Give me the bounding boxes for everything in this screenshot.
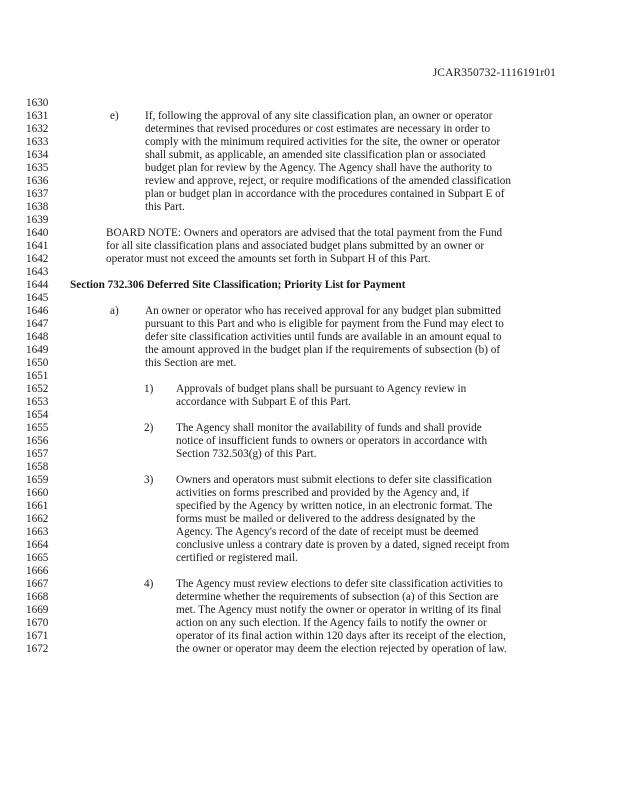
- line-number: 1634: [26, 149, 49, 161]
- text-line: [0, 110, 618, 123]
- line-text: for all site classification plans and associated budget plans submitted by an owner or: [106, 240, 485, 252]
- line-text: the owner or operator may deem the election rejected by operation of law.: [176, 643, 507, 655]
- line-text: review and approve, reject, or require modifications of the amended classification: [145, 175, 511, 187]
- text-line: [0, 253, 618, 266]
- text-line: [0, 162, 618, 175]
- text-line: [0, 487, 618, 500]
- line-text: met. The Agency must notify the owner or operator in writing of its final: [176, 604, 502, 616]
- line-number: 1637: [26, 188, 49, 200]
- text-line: [0, 214, 618, 227]
- text-line: [0, 136, 618, 149]
- line-text: The Agency must review elections to defer site classification activities to: [176, 578, 503, 590]
- text-line: [0, 461, 618, 474]
- line-number: 1659: [26, 474, 49, 486]
- line-text: forms must be mailed or delivered to the address designated by the: [176, 513, 476, 525]
- text-line: [0, 565, 618, 578]
- line-text: Agency. The Agency's record of the date of receipt must be deemed: [176, 526, 479, 538]
- line-text: specified by the Agency by written notice, in an electronic format. The: [176, 500, 493, 512]
- text-line: [0, 201, 618, 214]
- text-line: [0, 409, 618, 422]
- line-text: activities on forms prescribed and provided by the Agency and, if: [176, 487, 469, 499]
- line-text: plan or budget plan in accordance with the procedures contained in Subpart E of: [145, 188, 505, 200]
- line-text: determines that revised procedures or cost estimates are necessary in order to: [145, 123, 491, 135]
- line-number: 1658: [26, 461, 49, 473]
- text-line: [0, 305, 618, 318]
- line-number: 1638: [26, 201, 49, 213]
- line-text: Section 732.503(g) of this Part.: [176, 448, 317, 460]
- line-number: 1652: [26, 383, 49, 395]
- line-text: conclusive unless a contrary date is proven by a dated, signed receipt from: [176, 539, 510, 551]
- line-number: 1636: [26, 175, 49, 187]
- line-number: 1655: [26, 422, 49, 434]
- line-number: 1660: [26, 487, 49, 499]
- line-text: accordance with Subpart E of this Part.: [176, 396, 351, 408]
- text-line: [0, 435, 618, 448]
- line-text: this Section are met.: [145, 357, 237, 369]
- line-text: operator of its final action within 120 days after its receipt of the election,: [176, 630, 506, 642]
- line-number: 1650: [26, 357, 49, 369]
- line-text: the amount approved in the budget plan if the requirements of subsection (b) of: [145, 344, 501, 356]
- text-line: [0, 149, 618, 162]
- text-line: [0, 630, 618, 643]
- text-line: [0, 97, 618, 110]
- line-number: 1644: [26, 279, 49, 291]
- line-text: certified or registered mail.: [176, 552, 298, 564]
- line-text: Approvals of budget plans shall be pursuant to Agency review in: [176, 383, 467, 395]
- text-line: [0, 539, 618, 552]
- line-number: 1661: [26, 500, 49, 512]
- line-text: An owner or operator who has received approval for any budget plan submitted: [145, 305, 502, 317]
- text-line: [0, 279, 618, 292]
- line-number: 1643: [26, 266, 49, 278]
- line-number: 1651: [26, 370, 49, 382]
- line-text: budget plan for review by the Agency. The Agency shall have the authority to: [145, 162, 493, 174]
- line-text: notice of insufficient funds to owners or operators in accordance with: [176, 435, 488, 447]
- line-number: 1656: [26, 435, 49, 447]
- line-number: 1670: [26, 617, 49, 629]
- line-number: 1639: [26, 214, 49, 226]
- document-id: JCAR350732-1116191r01: [432, 67, 556, 79]
- text-line: [0, 643, 618, 656]
- line-number: 1646: [26, 305, 49, 317]
- line-number: 1662: [26, 513, 49, 525]
- line-number: 1664: [26, 539, 49, 551]
- text-line: [0, 383, 618, 396]
- line-text: this Part.: [145, 201, 185, 213]
- line-text: If, following the approval of any site classification plan, an owner or operator: [145, 110, 493, 122]
- line-text: determine whether the requirements of subsection (a) of this Section are: [176, 591, 499, 603]
- line-number: 1633: [26, 136, 49, 148]
- item-label: 1): [144, 383, 154, 395]
- text-line: [0, 526, 618, 539]
- text-line: [0, 318, 618, 331]
- text-line: [0, 370, 618, 383]
- text-line: [0, 240, 618, 253]
- line-number: 1632: [26, 123, 49, 135]
- line-number: 1667: [26, 578, 49, 590]
- text-line: [0, 266, 618, 279]
- line-number: 1657: [26, 448, 49, 460]
- line-number: 1635: [26, 162, 49, 174]
- line-number: 1645: [26, 292, 49, 304]
- line-number: 1642: [26, 253, 49, 265]
- line-number: 1669: [26, 604, 49, 616]
- line-number: 1630: [26, 97, 49, 109]
- line-number: 1631: [26, 110, 49, 122]
- text-line: [0, 175, 618, 188]
- text-line: [0, 331, 618, 344]
- text-line: [0, 552, 618, 565]
- line-number: 1663: [26, 526, 49, 538]
- text-line: [0, 123, 618, 136]
- line-text: pursuant to this Part and who is eligible for payment from the Fund may elect to: [145, 318, 504, 330]
- item-label: 3): [144, 474, 154, 486]
- item-label: a): [110, 305, 119, 317]
- line-number: 1653: [26, 396, 49, 408]
- line-number: 1641: [26, 240, 49, 252]
- line-number: 1665: [26, 552, 49, 564]
- text-line: [0, 357, 618, 370]
- text-line: [0, 617, 618, 630]
- text-line: [0, 188, 618, 201]
- line-number: 1648: [26, 331, 49, 343]
- text-line: [0, 591, 618, 604]
- text-line: [0, 578, 618, 591]
- text-line: [0, 292, 618, 305]
- text-line: [0, 422, 618, 435]
- text-line: [0, 448, 618, 461]
- line-text: BOARD NOTE: Owners and operators are advised that the total payment from the Fund: [106, 227, 503, 239]
- line-number: 1671: [26, 630, 49, 642]
- text-line: [0, 396, 618, 409]
- text-line: [0, 604, 618, 617]
- line-number: 1647: [26, 318, 49, 330]
- text-line: [0, 344, 618, 357]
- section-heading: Section 732.306 Deferred Site Classification; Priority List for Payment: [70, 279, 406, 291]
- line-text: The Agency shall monitor the availability of funds and shall provide: [176, 422, 482, 434]
- text-line: [0, 513, 618, 526]
- line-text: defer site classification activities until funds are available in an amount equal to: [145, 331, 502, 343]
- text-line: [0, 500, 618, 513]
- line-text: action on any such election. If the Agency fails to notify the owner or: [176, 617, 487, 629]
- line-text: operator must not exceed the amounts set forth in Subpart H of this Part.: [106, 253, 431, 265]
- line-number: 1654: [26, 409, 49, 421]
- text-line: [0, 474, 618, 487]
- text-line: [0, 227, 618, 240]
- line-text: comply with the minimum required activities for the site, the owner or operator: [145, 136, 501, 148]
- line-text: Owners and operators must submit elections to defer site classification: [176, 474, 492, 486]
- line-number: 1649: [26, 344, 49, 356]
- line-number: 1668: [26, 591, 49, 603]
- item-label: 4): [144, 578, 154, 590]
- item-label: e): [110, 110, 119, 122]
- item-label: 2): [144, 422, 154, 434]
- line-number: 1640: [26, 227, 49, 239]
- line-number: 1666: [26, 565, 49, 577]
- line-number: 1672: [26, 643, 49, 655]
- line-text: shall submit, as applicable, an amended site classification plan or associated: [145, 149, 486, 161]
